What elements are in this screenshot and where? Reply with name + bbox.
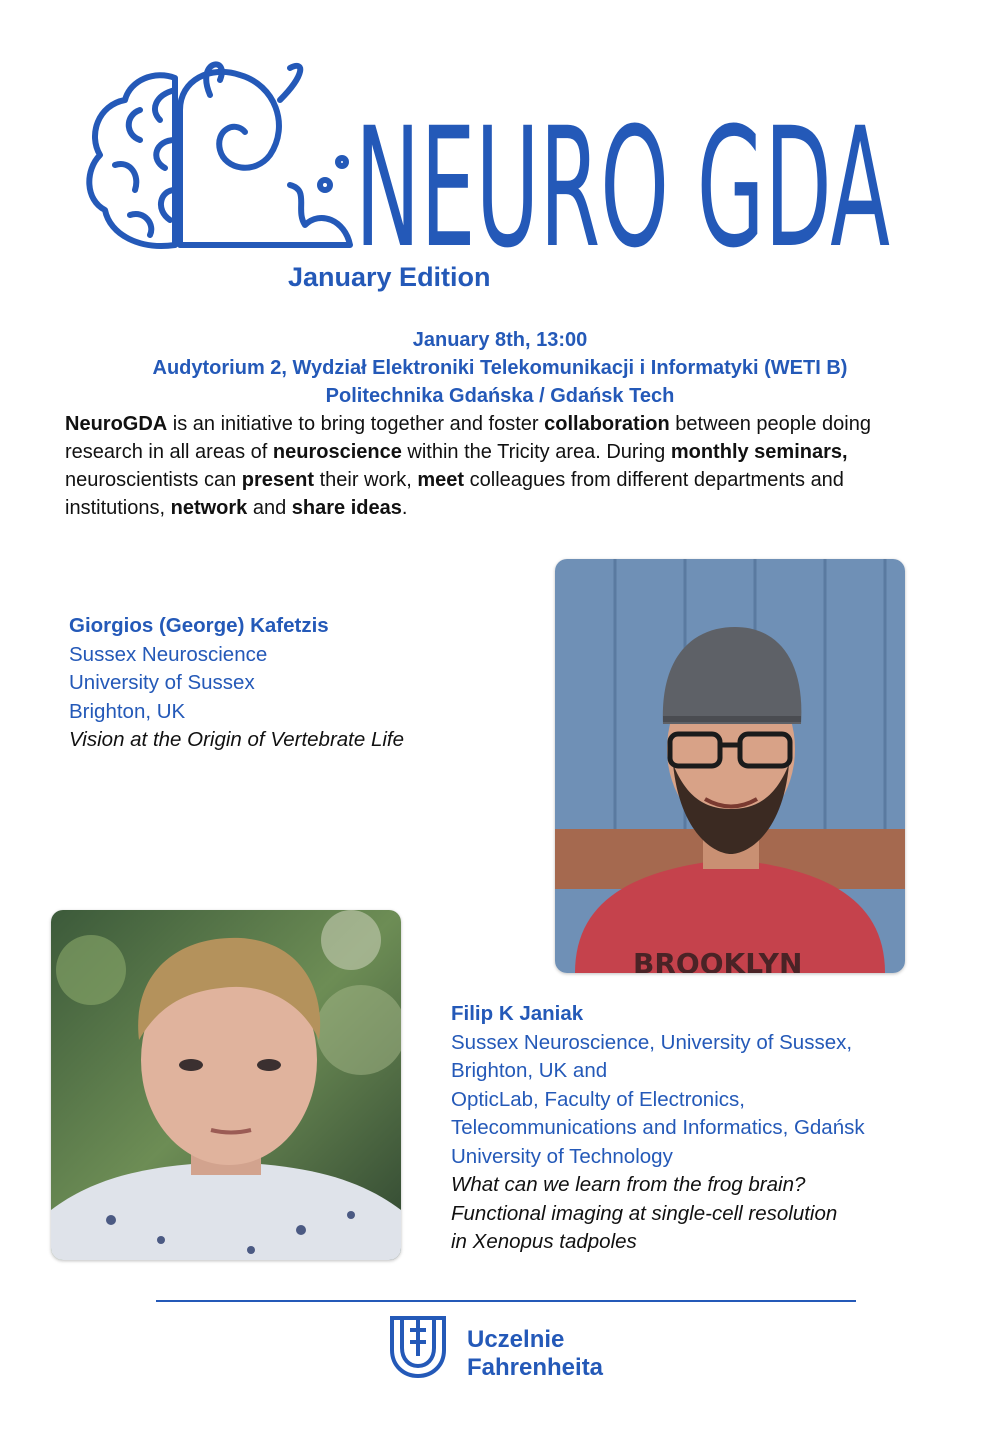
speaker-affiliation: Sussex Neuroscience — [69, 642, 268, 666]
speaker-name: Filip K Janiak — [451, 1002, 584, 1025]
speaker-affiliation: Sussex Neuroscience, University of Sussex, — [451, 1030, 853, 1054]
intro-emphasis: collaboration — [544, 413, 670, 435]
speaker-affiliation: Brighton, UK and — [451, 1059, 608, 1082]
intro-text: within the Tricity area. During — [401, 441, 671, 463]
speaker-affiliation: Brighton, UK — [69, 699, 186, 723]
logo-wordmark: NEURO GDA — [355, 92, 890, 284]
intro-emphasis: share ideas — [291, 497, 402, 519]
event-university: Politechnika Gdańska / Gdańsk Tech — [325, 385, 675, 407]
speaker-affiliation: OpticLab, Faculty of Electronics, — [451, 1087, 745, 1111]
event-venue: Audytorium 2, Wydział Elektroniki Telekomunikacji i Informatyki (WETI B) — [152, 357, 848, 379]
footer-divider — [156, 1300, 856, 1302]
talk-title: What can we learn from the frog brain? — [451, 1173, 806, 1196]
intro-text: is an initiative to bring together and foster — [167, 413, 545, 435]
intro-text: neuroscientists can — [65, 469, 242, 491]
neurogda-logo — [80, 50, 920, 300]
intro-emphasis: NeuroGDA — [65, 413, 168, 435]
intro-paragraph — [65, 410, 945, 522]
intro-text: colleagues from different departments and institutions, — [65, 469, 844, 519]
intro-text: and — [247, 497, 292, 519]
footer-org-line2: Fahrenheita — [467, 1354, 604, 1381]
footer-org-name — [467, 1326, 603, 1382]
speaker-2-photo — [51, 910, 401, 1260]
intro-emphasis: monthly seminars, — [670, 441, 848, 463]
shirt-print: BROOKLYN — [633, 947, 803, 973]
talk-title: Functional imaging at single-cell resolution — [451, 1201, 838, 1225]
intro-text: . — [401, 497, 408, 519]
intro-emphasis: meet — [417, 469, 465, 491]
talk-title: in Xenopus tadpoles — [451, 1230, 637, 1253]
speaker-affiliation: University of Sussex — [69, 671, 255, 694]
speaker-name: Giorgios (George) Kafetzis — [69, 614, 329, 637]
intro-emphasis: network — [170, 497, 248, 519]
wave-icon — [180, 72, 350, 245]
speaker-1-block — [69, 612, 404, 755]
speaker-2-block — [451, 1000, 951, 1257]
intro-text: their work, — [314, 469, 418, 491]
uczelnie-fahrenheita-emblem-icon — [388, 1314, 448, 1378]
edition-label: January Edition — [288, 262, 491, 292]
speaker-affiliation: University of Technology — [451, 1144, 673, 1168]
brain-icon — [89, 75, 175, 246]
intro-emphasis: neuroscience — [272, 441, 402, 463]
speaker-affiliation: Telecommunications and Informatics, Gdańsk — [451, 1116, 865, 1139]
speaker-1-photo — [555, 559, 905, 973]
event-date-time: January 8th, 13:00 — [412, 329, 588, 351]
footer-org-line1: Uczelnie — [467, 1326, 565, 1353]
intro-emphasis: present — [241, 469, 315, 491]
intro-text: between people doing research in all areas of — [65, 413, 871, 463]
talk-title: Vision at the Origin of Vertebrate Life — [69, 728, 405, 751]
